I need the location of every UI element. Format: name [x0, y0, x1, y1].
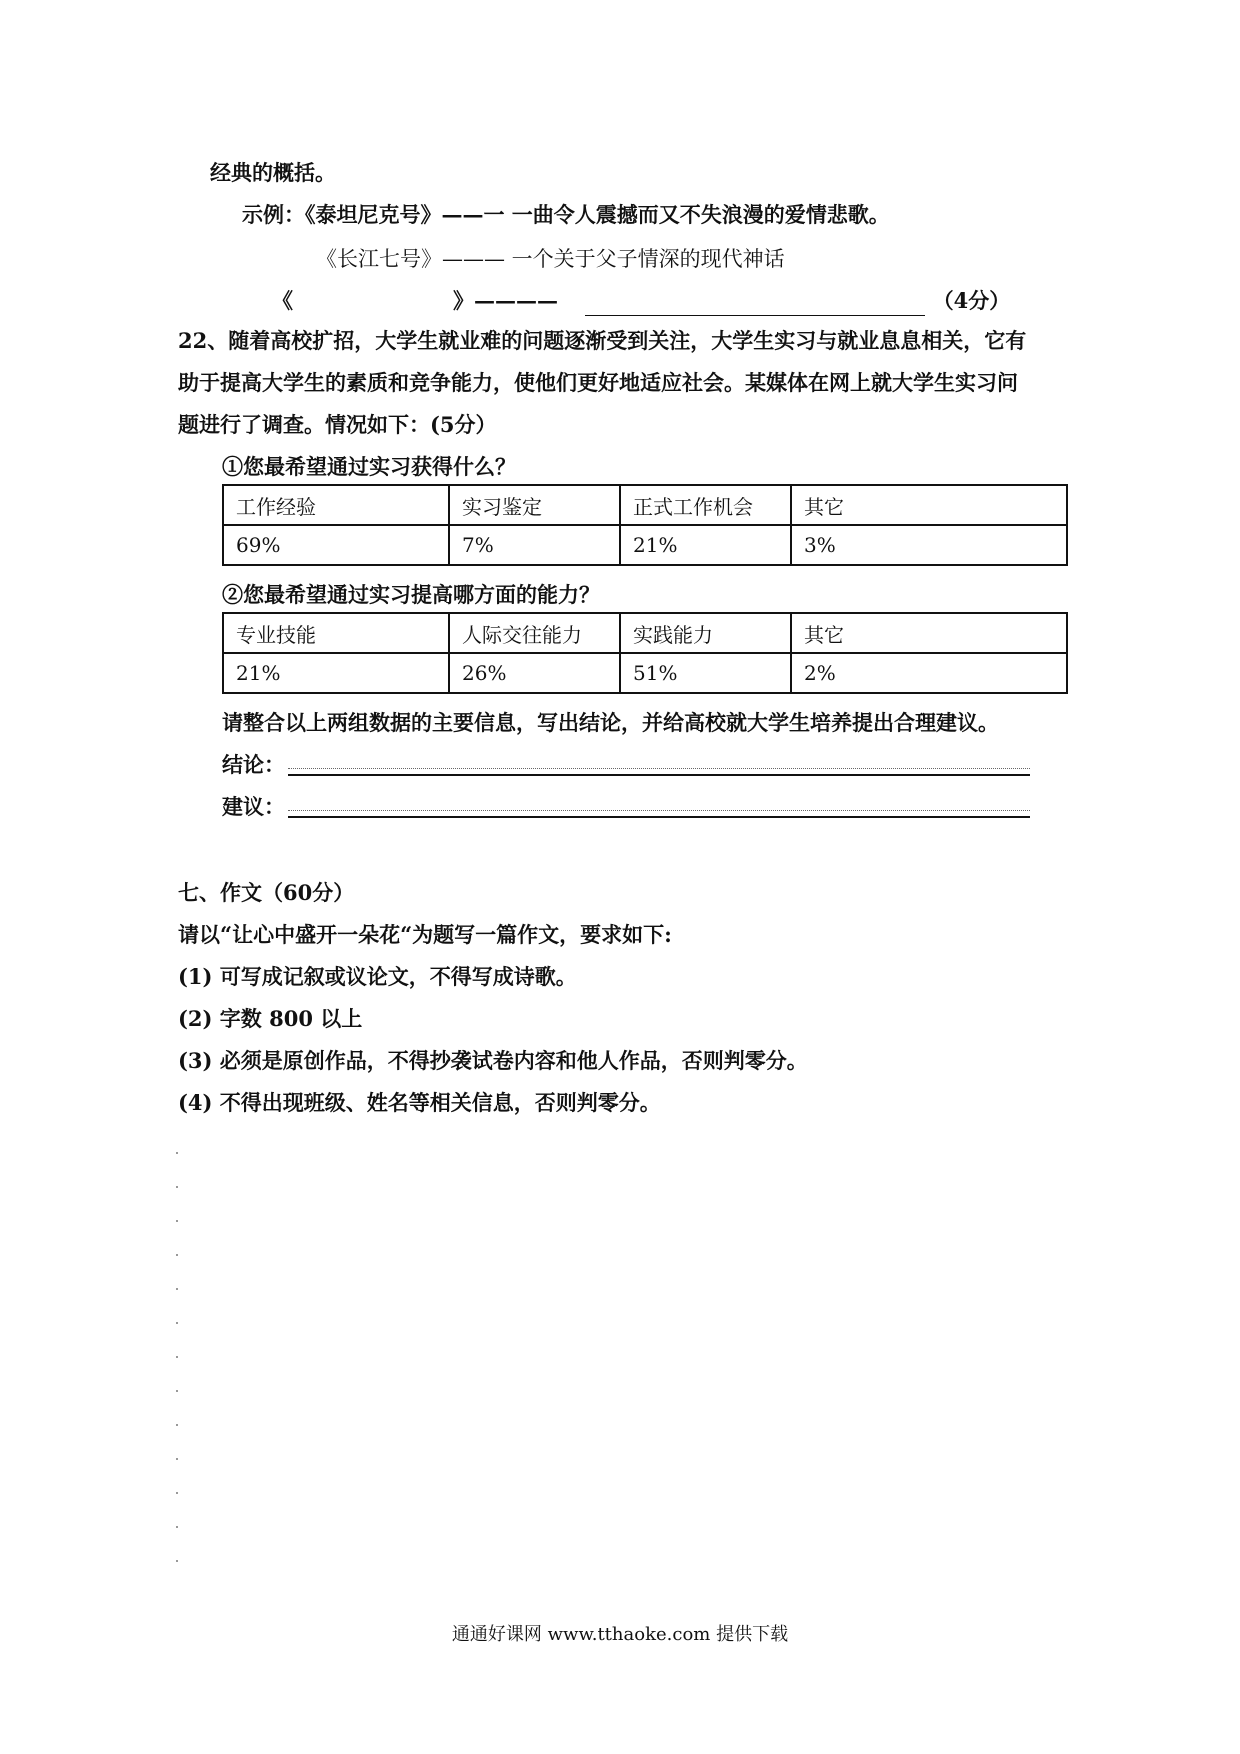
table-cell: 专业技能 [223, 613, 449, 653]
table-cell: 69% [223, 525, 449, 565]
margin-dot [176, 1186, 178, 1188]
survey-table-2 [222, 612, 1068, 694]
margin-dot [176, 1356, 178, 1358]
conclusion-dotted-guide [288, 768, 1030, 769]
q21-blank-close: 》———— [453, 288, 558, 313]
table-cell: 正式工作机会 [620, 485, 791, 525]
q22-sub-question-1: ①您最希望通过实习获得什么？ [222, 454, 516, 479]
suggestion-label: 建议： [222, 794, 285, 819]
margin-dot [176, 1254, 178, 1256]
table-cell: 其它 [791, 613, 1067, 653]
q21-example-1: 示例：《泰坦尼克号》——一 一曲令人震撼而又不失浪漫的爱情悲歌。 [242, 202, 890, 227]
q21-blank-open: 《 [272, 288, 293, 313]
q21-example-2: 《长江七号》——— 一个关于父子情深的现代神话 [316, 247, 785, 271]
table-row [223, 613, 1067, 653]
suggestion-dotted-guide [288, 810, 1030, 811]
table-cell: 其它 [791, 485, 1067, 525]
table-row [223, 525, 1067, 565]
margin-dot [176, 1152, 178, 1154]
essay-requirement-3: (3) 必须是原创作品，不得抄袭试卷内容和他人作品，否则判零分。 [178, 1048, 808, 1073]
q22-line3: 题进行了调查。情况如下：(5分） [178, 412, 497, 437]
q22-line1: 22、随着高校扩招，大学生就业难的问题逐渐受到关注，大学生实习与就业息息相关，它有 [178, 328, 1027, 353]
margin-dot [176, 1560, 178, 1562]
margin-dot [176, 1322, 178, 1324]
table-row [223, 653, 1067, 693]
table-cell: 2% [791, 653, 1067, 693]
table-cell: 26% [449, 653, 620, 693]
survey-table-1 [222, 484, 1068, 566]
q22-sub-question-2: ②您最希望通过实习提高哪方面的能力？ [222, 582, 600, 607]
q21-description-blank[interactable] [585, 293, 925, 316]
q22-line2: 助于提高大学生的素质和竞争能力，使他们更好地适应社会。某媒体在网上就大学生实习问 [178, 370, 1018, 395]
essay-requirement-4: (4) 不得出现班级、姓名等相关信息，否则判零分。 [178, 1090, 661, 1115]
margin-dot [176, 1390, 178, 1392]
table-cell: 21% [223, 653, 449, 693]
q21-score: （4分） [932, 288, 1011, 313]
margin-dot [176, 1492, 178, 1494]
table-cell: 21% [620, 525, 791, 565]
margin-dot [176, 1220, 178, 1222]
suggestion-answer-line[interactable] [288, 816, 1030, 818]
margin-dot [176, 1288, 178, 1290]
margin-dot [176, 1526, 178, 1528]
essay-requirement-1: (1) 可写成记叙或议论文，不得写成诗歌。 [178, 964, 577, 989]
conclusion-answer-line[interactable] [288, 774, 1030, 776]
q21-line1: 经典的概括。 [210, 160, 336, 185]
page-footer: 通通好课网 www.tthaoke.com 提供下载 [451, 1624, 789, 1645]
margin-dot [176, 1458, 178, 1460]
table-cell: 人际交往能力 [449, 613, 620, 653]
table-cell: 实习鉴定 [449, 485, 620, 525]
table-cell: 3% [791, 525, 1067, 565]
table-row [223, 485, 1067, 525]
essay-heading: 七、作文（60分） [178, 880, 355, 905]
q21-answer-line [272, 286, 1010, 316]
essay-requirement-2: (2) 字数 800 以上 [178, 1006, 363, 1031]
margin-dot [176, 1424, 178, 1426]
table-cell: 51% [620, 653, 791, 693]
table-cell: 7% [449, 525, 620, 565]
table-cell: 工作经验 [223, 485, 449, 525]
table-cell: 实践能力 [620, 613, 791, 653]
essay-prompt: 请以“让心中盛开一朵花“为题写一篇作文，要求如下: [178, 922, 672, 947]
q22-instruction: 请整合以上两组数据的主要信息，写出结论，并给高校就大学生培养提出合理建议。 [222, 710, 999, 735]
conclusion-label: 结论： [222, 752, 285, 777]
